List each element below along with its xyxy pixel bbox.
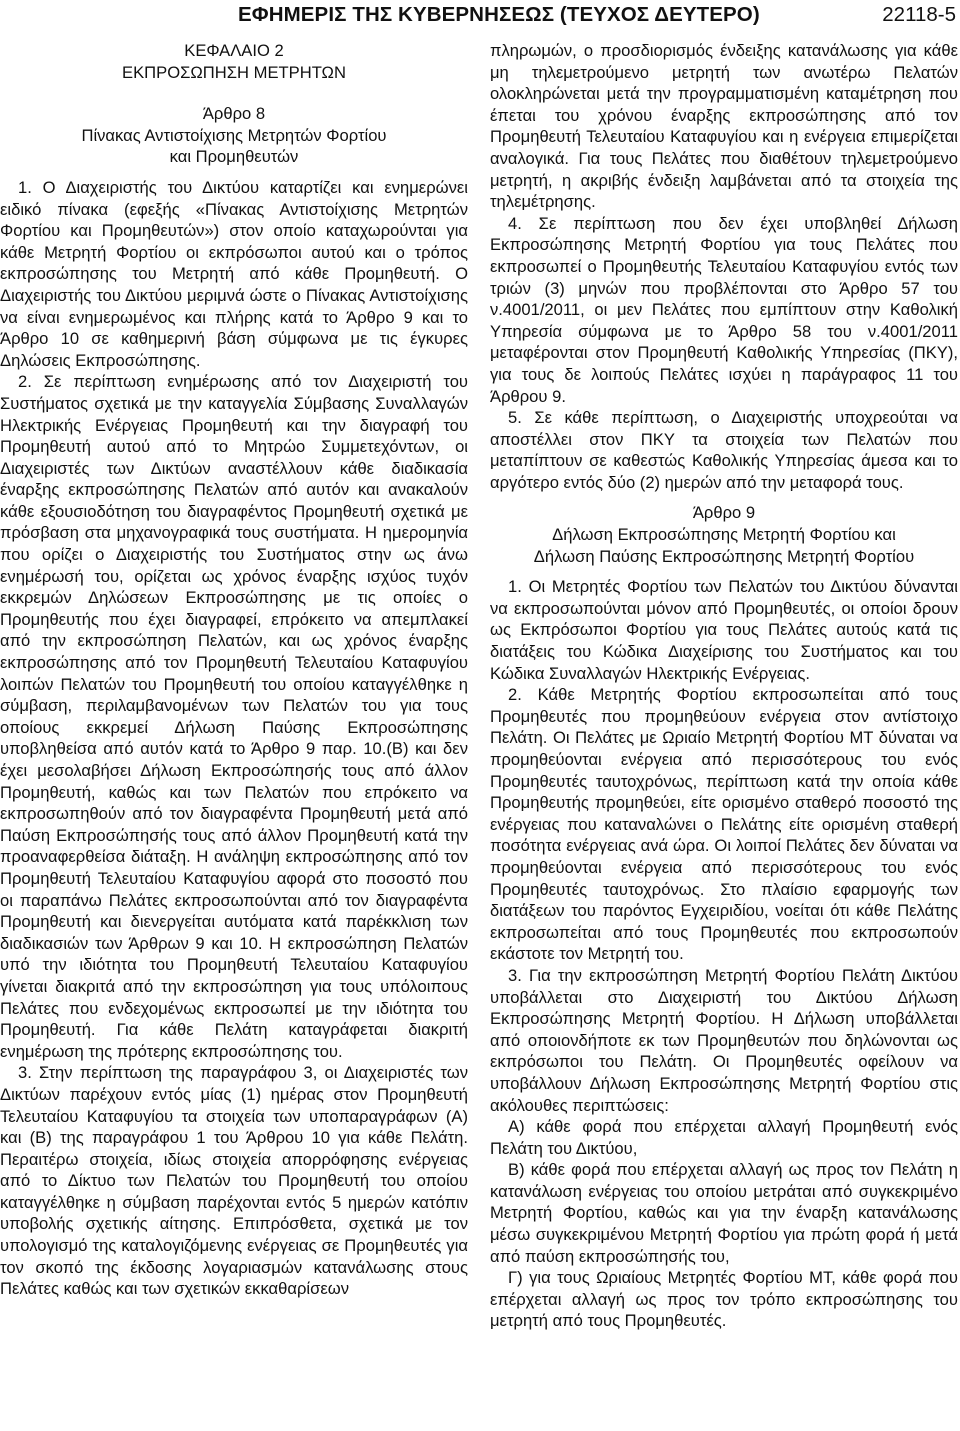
right-column (490, 40, 958, 1332)
article-9-paragraph-3: 3. Για την εκπροσώπηση Μετρητή Φορτίου Πελάτη Δικτύου υποβάλλεται στο Διαχειριστή του Δικτύου Δήλωση Εκπροσώπησης Μετρητή Φορτίου. Η Δήλωση υποβάλλεται από οποιονδήποτε εκ των Προμηθευτών που δηλώνονται ως εκπρόσωποι του Πελάτη. Οι Προμηθευτές οφείλουν να υποβάλλουν Δήλωση Εκπροσώπησης Μετρητή Φορτίου στις ακόλουθες περιπτώσεις: (490, 965, 958, 1115)
article-8-paragraph-3: 3. Στην περίπτωση της παραγράφου 3, οι Διαχειριστές των Δικτύων παρέχουν εντός μίας (1) ημέρας στον Προμηθευτή Τελευταίου Καταφυγίου τα στοιχεία των υποπαραγράφων (Α) και (Β) της παραγράφου 1 του Άρθρου 10 για κάθε Πελάτη. Περαιτέρω στοιχεία, ιδίως στοιχεία απορρόφησης ενέργειας από το Δίκτυο των Πελατών του Προμηθευτή του οποίου καταγγέλθηκε η σύμβαση παρέχονται εντός 5 ημερών κατόπιν υποβολής σχετικής αίτησης. Επιπρόσθετα, σχετικά με τον υπολογισμό της καταλογιζόμενης ενέργειας σε Προμηθευτές για τον σκοπό της έκδοσης λογαριασμών κατανάλωσης στους Πελάτες καθώς και των σχετικών εκκαθαρίσεων (0, 1063, 468, 1299)
article-8-paragraph-2: 2. Σε περίπτωση ενημέρωσης από τον Διαχειριστή του Συστήματος σχετικά με την καταγγελία Σύμβασης Συναλλαγών Ηλεκτρικής Ενέργειας Προμηθευτή και την διαγραφή του Προμηθευτή αυτού από το Μητρώο Συμμετεχόντων, οι Διαχειριστές των Δικτύων αναστέλλουν κάθε διαδικασία έναρξης εκπροσώπησης Πελατών από αυτόν και ανακαλούν κάθε εξουσιοδότηση του διαγραφέντος Προμηθευτή σχετικά με πρόσβαση στα μηχανογραφικά τους συστήματα. Η ημερομηνία που ορίζει ο Διαχειριστής του Συστήματος στην ως άνω ενημέρωσή του, ορίζεται ως χρόνος έναρξης ισχύος τυχόν εκκρεμών Δηλώσεων Εκπροσώπησης με τις οποίες ο Προμηθευτής που έχει διαγραφεί, επρόκειτο να απεμπλακεί από την εκπροσώπηση Πελατών, και ως χρόνος έναρξης εκπροσώπησης από τον Προμηθευτή Τελευταίου Καταφυγίου λοιπών Πελατών του Προμηθευτή του οποίου καταγγέλθηκε η σύμβαση, περιλαμβανομένων των Πελατών του για τους οποίους εκκρεμεί Δήλωση Παύσης Εκπροσώπησης υποβληθείσα από αυτόν κατά το Άρθρο 9 παρ. 10.(Β) και δεν έχει μεσολαβήσει Δήλωση Εκπροσώπησής τους από άλλον Προμηθευτή, καθώς και των Πελατών που επρόκειτο να εκπροσωπηθούν από τον διαγραφέντα Προμηθευτή μετά από Παύση Εκπροσώπησής τους από άλλον Προμηθευτή κατά την προαναφερθείσα διάταξη. Η ανάληψη εκπροσώπησης από τον Προμηθευτή Τελευταίου Καταφυγίου αφορά στο ποσοστό που οι παραπάνω Πελάτες εκπροσωπούνται από τον διαγραφέντα Προμηθευτή και διενεργείται αυτόματα κατά παρέκκλιση των διαδικασιών των Άρθρων 9 και 10. Η εκπροσώπηση Πελατών υπό την ιδιότητα του Προμηθευτή Τελευταίου Καταφυγίου γίνεται διακριτά από την εκπροσώπηση για τους υπόλοιπους Πελάτες που ενδεχομένως εκπροσωπεί με την ιδιότητα του Προμηθευτή. Για κάθε Πελάτη καταγράφεται διακριτή ενημέρωση της πρότερης εκπροσώπησης του. (0, 372, 468, 1061)
article-8-title-line-2: και Προμηθευτών (169, 147, 299, 167)
article-8-paragraph-4: 4. Σε περίπτωση που δεν έχει υποβληθεί Δήλωση Εκπροσώπησης Μετρητή Φορτίου για τους Πελάτες που εκπροσωπεί ο Προμηθευτής Τελευταίου Καταφυγίου εντός των τριών (3) μηνών που προβλέπονται στο Άρθρο 57 του ν.4001/2011, οι μεν Πελάτες που εμπίπτουν στην Καθολική Υπηρεσία σύμφωνα με το Άρθρο 58 του ν.4001/2011 μεταφέρονται στον Προμηθευτή Καθολικής Υπηρεσίας (ΠΚΥ), για τους δε λοιπούς Πελάτες ισχύει η παράγραφος 11 του Άρθρου 9. (490, 213, 958, 406)
article-9-item-a: Α) κάθε φορά που επέρχεται αλλαγή Προμηθευτή ενός Πελάτη του Δικτύου, (490, 1117, 958, 1158)
page-header (0, 0, 960, 34)
gazette-title: ΕΦΗΜΕΡΙΣ ΤΗΣ ΚΥΒΕΡΝΗΣΕΩΣ (ΤΕΥΧΟΣ ΔΕΥΤΕΡΟ) (238, 3, 760, 26)
article-8-title-line-1: Πίνακας Αντιστοίχισης Μετρητών Φορτίου (81, 125, 387, 145)
article-9-item-b: Β) κάθε φορά που επέρχεται αλλαγή ως προς τον Πελάτη η κατανάλωση ενέργειας του οποίου μετράται από συγκεκριμένο Μετρητή Φορτίου, καθώς και για την έναρξη κατανάλωσης μέσω συγκεκριμένου Μετρητή Φορτίου για πρώτη φορά ή μετά από παύση εκπροσώπησής του, (490, 1160, 958, 1266)
chapter-number: ΚΕΦΑΛΑΙΟ 2 (184, 41, 284, 60)
article-8-paragraph-5: 5. Σε κάθε περίπτωση, ο Διαχειριστής υποχρεούται να αποστέλλει στον ΠΚΥ τα στοιχεία των Πελατών που μεταπίπτουν σε καθεστώς Καθολικής Υπηρεσίας άμεσα και το αργότερο εντός δύο (2) ημερών από την μεταφορά τους. (490, 408, 958, 492)
article-9-title-line-1: Δήλωση Εκπροσώπησης Μετρητή Φορτίου και (552, 525, 896, 545)
page-number: 22118-5 (882, 3, 956, 26)
article-9-title-line-2: Δήλωση Παύσης Εκπροσώπησης Μετρητή Φορτίου (533, 546, 915, 566)
article-8-paragraph-1: 1. Ο Διαχειριστής του Δικτύου καταρτίζει και ενημερώνει ειδικό πίνακα (εφεξής «Πίνακας Αντιστοίχισης Μετρητών Φορτίου και Προμηθευτών») στον οποίο καταχωρούνται για κάθε Μετρητή Φορτίου οι εκπρόσωποι αυτού και ο τρόπος εκπροσώπησης του Μετρητή από κάθε Προμηθευτή. Ο Διαχειριστής του Δικτύου μεριμνά ώστε ο Πίνακας Αντιστοίχισης να είναι ενημερωμένος και πλήρης κατά το Άρθρο 9 και το Άρθρο 10 σε καθημερινή βάση σύμφωνα με τις έγκυρες Δηλώσεις Εκπροσώπησης. (0, 177, 468, 370)
article-9-item-c: Γ) για τους Ωριαίους Μετρητές Φορτίου ΜΤ, κάθε φορά που επέρχεται αλλαγή ως προς τον τρόπο εκπροσώπησης του μετρητή από τους Προμηθευτές. (490, 1268, 958, 1331)
article-9-paragraph-1: 1. Οι Μετρητές Φορτίου των Πελατών του Δικτύου δύνανται να εκπροσωπούνται μόνον από Προμηθευτές, οι οποίοι δρουν ως Εκπρόσωποι Φορτίου για τους Πελάτες αυτούς κατά τις διατάξεις του Κώδικα Διαχείρισης του Συστήματος και του Κώδικα Συναλλαγών Ηλεκτρικής Ενέργειας. (490, 577, 958, 683)
article-9-paragraph-2: 2. Κάθε Μετρητής Φορτίου εκπροσωπείται από τους Προμηθευτές που προμηθεύουν ενέργεια στον αντίστοιχο Πελάτη. Οι Πελάτες με Ωριαίο Μετρητή Φορτίου ΜΤ δύναται να προμηθεύονται ενέργεια από περισσότερους του ενός Προμηθευτές ταυτοχρόνως, περίπτωση κατά την οποία κάθε Προμηθευτής προμηθεύει, είτε ορισμένο σταθερό ποσοστό της ενέργειας που καταναλώνει ο Πελάτης είτε ορισμένη σταθερή ποσότητα ενέργειας ανά ώρα. Οι λοιποί Πελάτες δεν δύναται να προμηθεύονται ενέργεια από περισσότερους του ενός Προμηθευτές ταυτοχρόνως. Στο πλαίσιο εφαρμογής των διατάξεων του παρόντος Εγχειριδίου, νοείται ότι κάθε Πελάτης εκπροσωπείται από τους Προμηθευτές που εκπροσωπούν εκάστοτε τον Μετρητή του. (490, 685, 958, 964)
chapter-title: ΕΚΠΡΟΣΩΠΗΣΗ ΜΕΤΡΗΤΩΝ (122, 62, 346, 82)
article-9-heading: Άρθρο 9 (692, 503, 756, 523)
left-column (0, 40, 468, 1300)
article-8-paragraph-3-continued: πληρωμών, ο προσδιορισμός ένδειξης κατανάλωσης για κάθε μη τηλεμετρούμενο μετρητή των ανωτέρω Πελατών ολοκληρώνεται μετά την προγραμματισμένη καταμέτρηση που έπεται του χρόνου έναρξης εκπροσώπησης από τον Προμηθευτή Τελευταίου Καταφυγίου και η ενέργεια επιμερίζεται αναλογικά. Για τους Πελάτες που διαθέτουν τηλεμετρούμενο μετρητή, η ακριβής ένδειξη λαμβάνεται από τα στοιχεία της τηλεμέτρησης. (490, 41, 958, 212)
article-8-heading: Άρθρο 8 (202, 104, 266, 124)
